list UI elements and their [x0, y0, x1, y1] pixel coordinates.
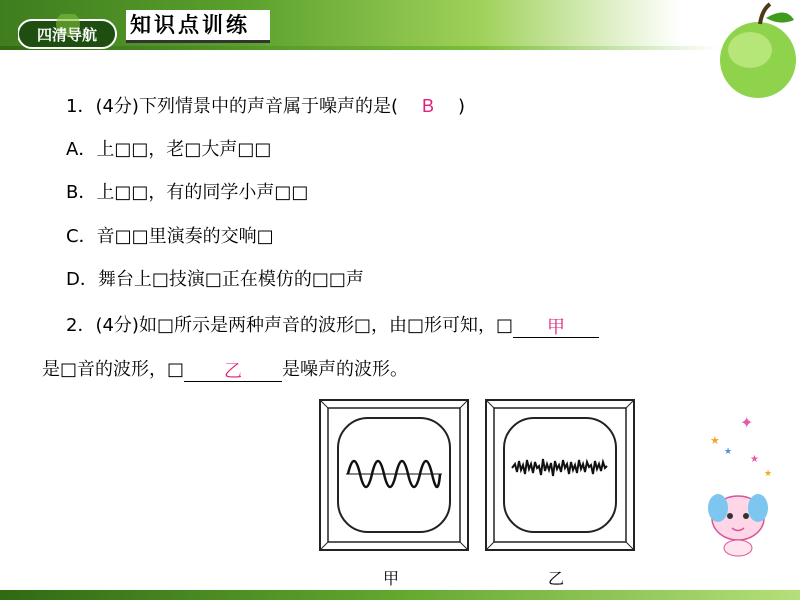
q1-option-a: A．上□□，老□大声□□ [66, 139, 272, 160]
q2-line2 [42, 358, 408, 382]
q2-line1-prefix: 2．(4分)如□所示是两种声音的波形□，由□形可知，□ [66, 315, 513, 336]
mascot-decoration [700, 410, 780, 560]
q2-answer1: 甲 [513, 315, 599, 338]
screen-left [320, 400, 468, 550]
q2-line2-prefix: 是□音的波形，□ [42, 359, 185, 380]
caption-right: 乙 [548, 569, 565, 588]
q1-answer: B [421, 96, 434, 116]
star-icon: ★ [724, 447, 733, 457]
q2-answer2: 乙 [184, 359, 282, 382]
q1-option-c: C．音□□里演奏的交响□ [66, 226, 274, 247]
q1-option-b: B．上□□，有的同学小声□□ [66, 182, 309, 203]
waveform-figure [318, 394, 638, 564]
q1-stem-line [66, 94, 465, 119]
header-banner [0, 0, 800, 46]
apple-decoration [690, 0, 800, 120]
q2-line1 [66, 314, 599, 338]
q1-close: ) [457, 96, 466, 117]
star-icon: ✦ [740, 413, 754, 432]
star-icon: ★ [750, 454, 759, 465]
screen-right [486, 400, 634, 550]
logo-text: 四清导航 [36, 26, 98, 44]
q2-line2-suffix: 是噪声的波形。 [282, 359, 409, 380]
logo [18, 14, 118, 54]
header-stripe [0, 46, 800, 50]
section-title: 知识点训练 [126, 10, 270, 43]
q1-option-d: D．舞台上□技演□正在模仿的□□声 [66, 269, 364, 290]
footer-bar [0, 590, 800, 600]
q1-stem: 1．(4分)下列情景中的声音属于噪声的是( [66, 96, 398, 117]
star-icon: ★ [764, 469, 773, 479]
caption-left: 甲 [383, 569, 400, 588]
star-icon: ★ [710, 434, 720, 447]
